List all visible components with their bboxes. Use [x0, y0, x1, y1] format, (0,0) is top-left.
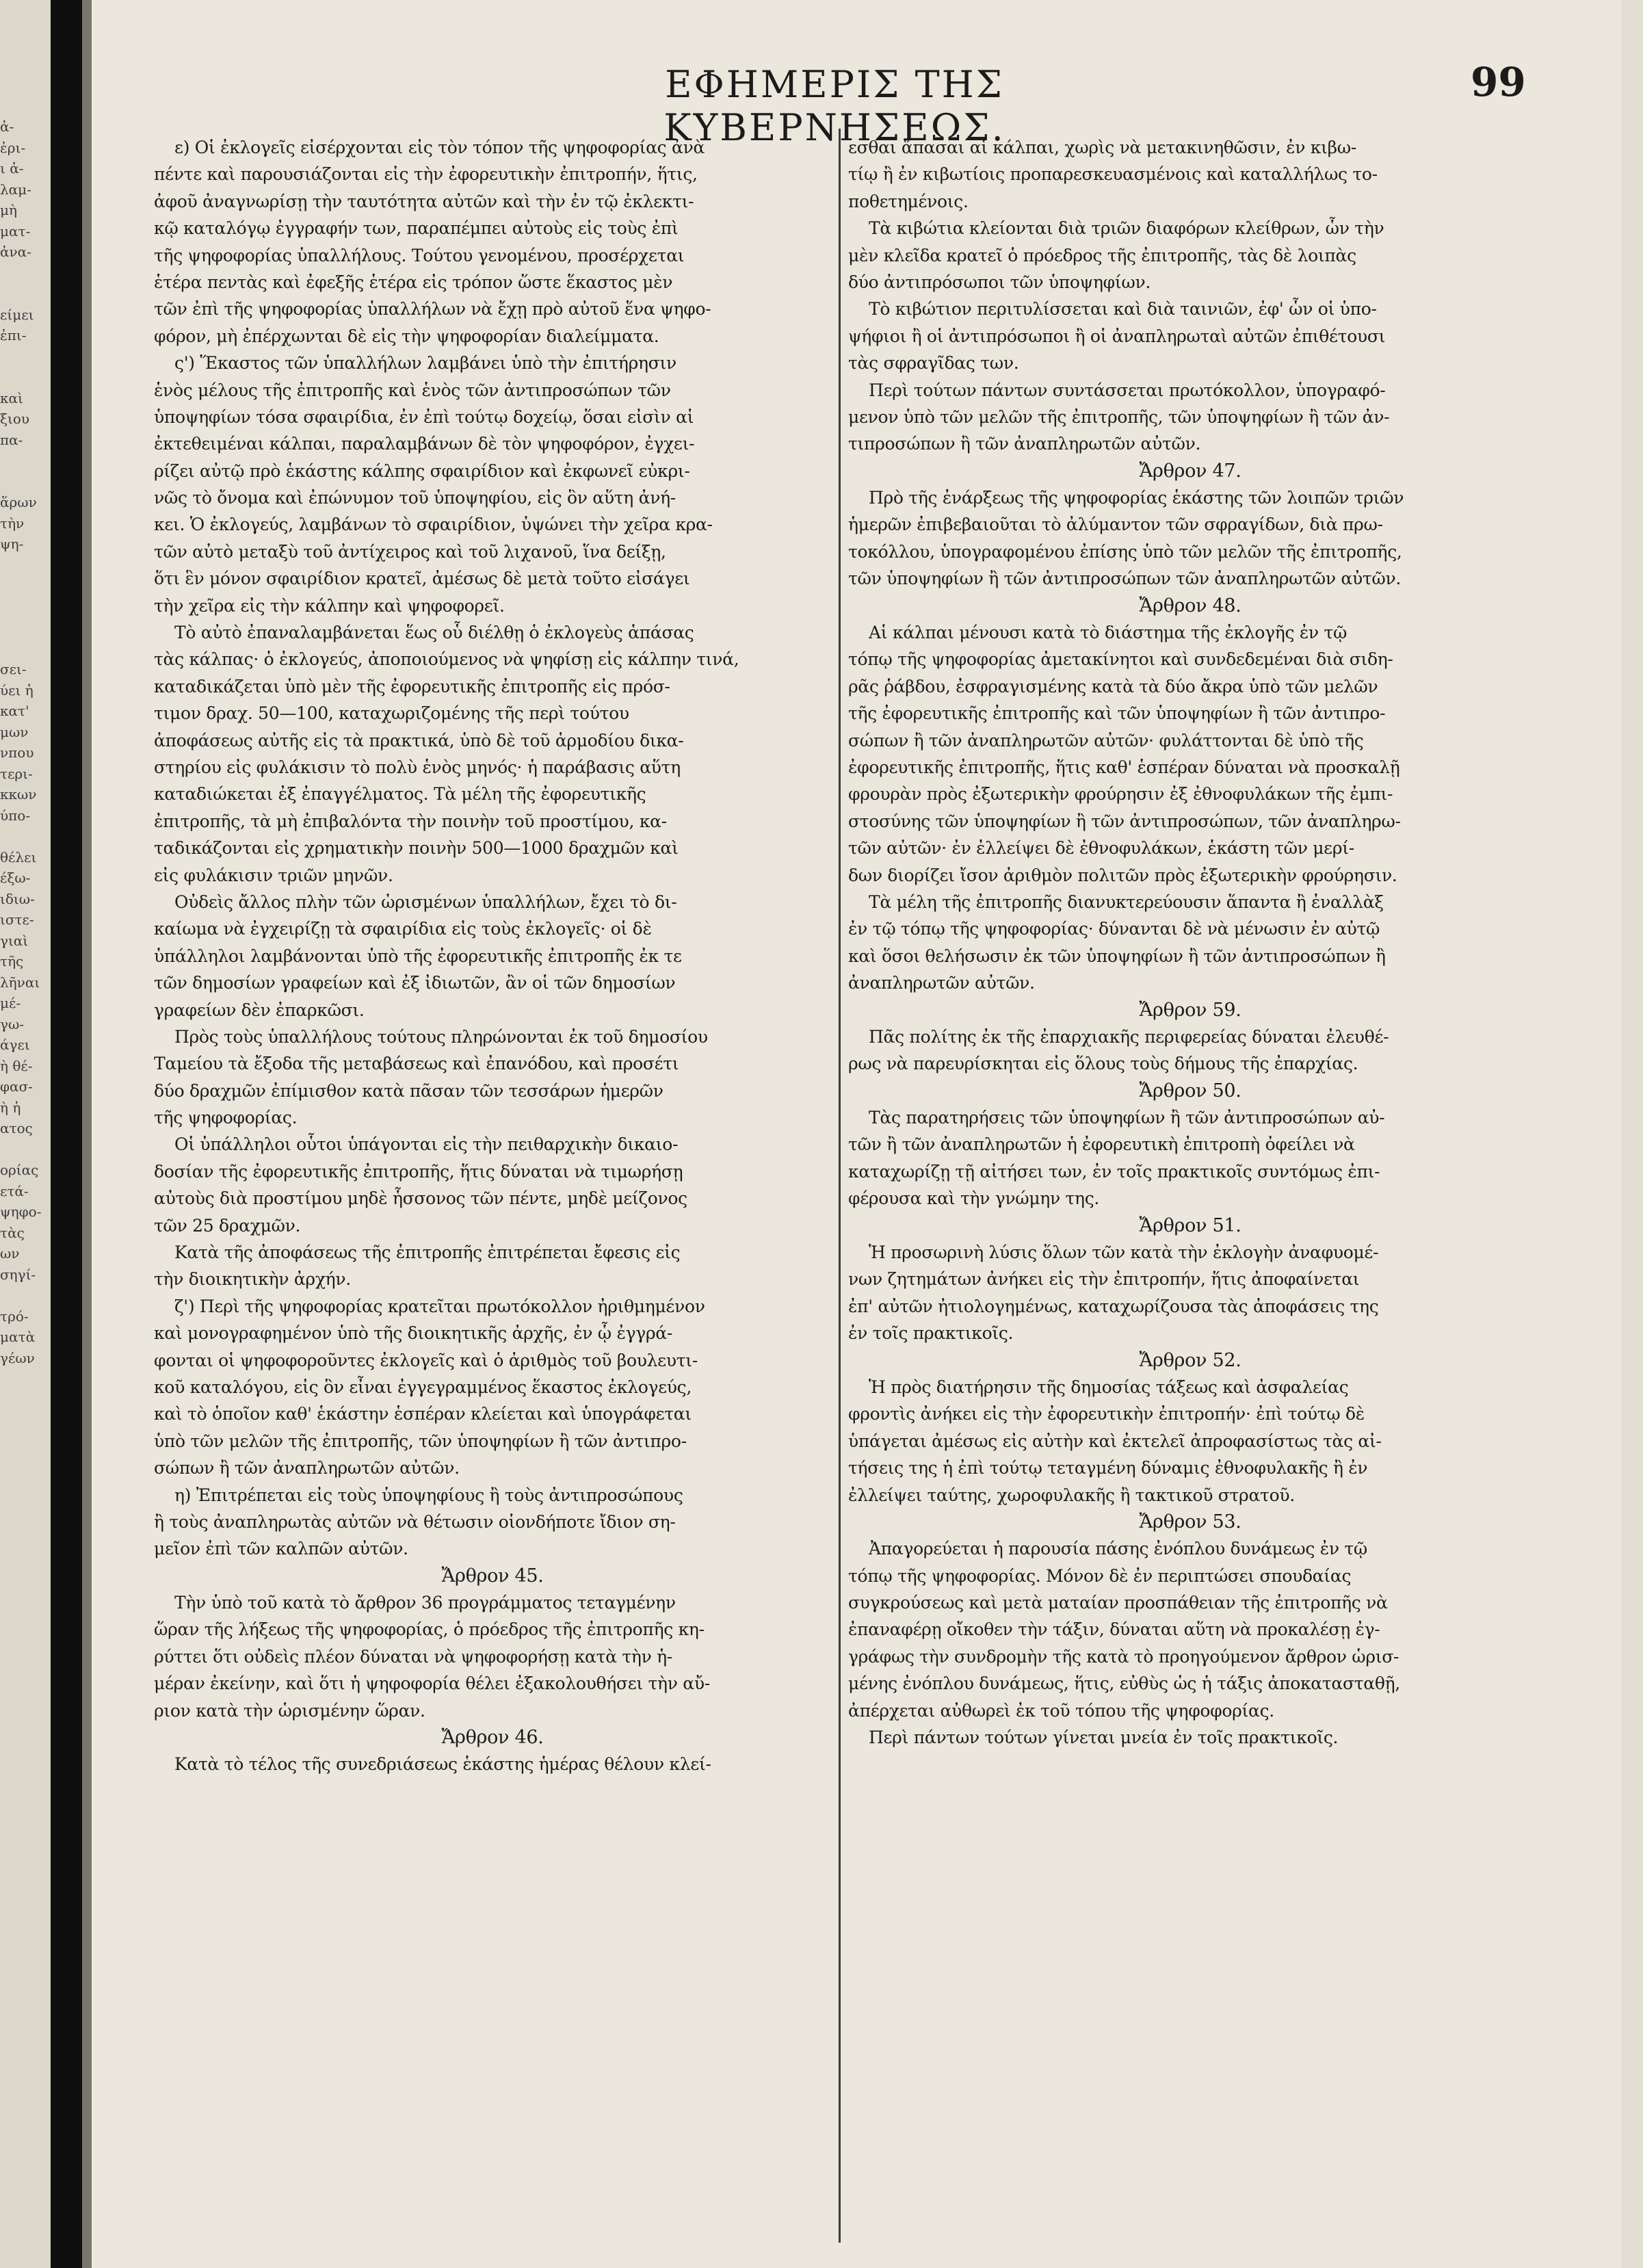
article-heading: Ἄρθρον 52. — [1139, 1349, 1241, 1371]
text-line: μέραν ἐκείνην, καὶ ὅτι ἡ ψηφοφορία θέλει ἐξακολουθήσει τὴν αὔ- — [154, 1673, 710, 1694]
gutter-fragment — [0, 450, 47, 471]
text-line: κῷ καταλόγῳ ἐγγραφήν των, παραπέμπει αὐτοὺς εἰς τοὺς ἐπὶ — [154, 218, 679, 239]
text-line: τῆς ψηφοφορίας. — [154, 1108, 298, 1128]
text-line: καὶ μονογραφημένον ὑπὸ τῆς διοικητικῆς ἀρχῆς, ἐν ᾧ ἐγγρά- — [154, 1323, 672, 1344]
text-line: νων ζητημάτων ἀνήκει εἰς τὴν ἐπιτροπήν, ἥτις ἀποφαίνεται — [848, 1269, 1360, 1290]
gutter-fragment: ι ἀ- — [0, 160, 24, 177]
text-line: ρίζει αὐτῷ πρὸ ἑκάστης κάλπης σφαιρίδιον καὶ ἐκφωνεῖ εὐκρι- — [154, 460, 690, 481]
text-line: Αἱ κάλπαι μένουσι κατὰ τὸ διάστημα τῆς ἐκλογῆς ἐν τῷ — [869, 623, 1348, 643]
gutter-fragment: γέων — [0, 1349, 35, 1366]
text-line: Περὶ πάντων τούτων γίνεται μνεία ἐν τοῖς πρακτικοῖς. — [869, 1728, 1339, 1748]
text-line: καὶ τὸ ὁποῖον καθ' ἑκάστην ἑσπέραν κλείεται καὶ ὑπογράφεται — [154, 1404, 692, 1424]
gutter-fragment: ατος — [0, 1120, 33, 1136]
text-line: τῶν αὐτῶν· ἐν ἐλλείψει δὲ ἐθνοφυλάκων, ἑκάστη τῶν μερί- — [848, 838, 1354, 859]
article-heading: Ἄρθρον 50. — [1139, 1080, 1241, 1102]
text-line: ὑπάγεται ἀμέσως εἰς αὐτὴν καὶ ἐκτελεῖ ἀπροφασίστως τὰς αἰ- — [848, 1431, 1382, 1451]
text-line: ἀποφάσεως αὐτῆς εἰς τὰ πρακτικά, ὑπὸ δὲ τοῦ ἁρμοδίου δικα- — [154, 730, 684, 751]
gutter-fragment: κατ' — [0, 703, 29, 719]
gutter-fragment: ἅρων — [0, 494, 37, 510]
article-heading: Ἄρθρον 46. — [441, 1727, 544, 1749]
text-line: νῶς τὸ ὄνομα καὶ ἐπώνυμον τοῦ ὑποψηφίου, εἰς ὃν αὕτη ἀνή- — [154, 488, 676, 508]
text-line: γράφως τὴν συνδρομὴν τῆς κατὰ τὸ προηγούμενον ἄρθρον ὡρισ- — [848, 1646, 1399, 1667]
text-line: Πρὸ τῆς ἐνάρξεως τῆς ψηφοφορίας ἑκάστης τῶν λοιπῶν τριῶν — [869, 488, 1404, 508]
gutter-fragment: κκων — [0, 786, 37, 803]
text-line: τῶν ὑποψηφίων ἢ τῶν ἀντιπροσώπων τῶν ἀναπληρωτῶν αὐτῶν. — [848, 569, 1402, 589]
text-line: τῶν ἐπὶ τῆς ψηφοφορίας ὑπαλλήλων νὰ ἔχῃ πρὸ αὐτοῦ ἕνα ψηφο- — [154, 299, 711, 320]
text-line: μενον ὑπὸ τῶν μελῶν τῆς ἐπιτροπῆς, τῶν ὑποψηφίων ἢ τῶν ἀν- — [848, 406, 1390, 427]
gutter-fragment — [0, 283, 47, 304]
text-column-right — [848, 134, 1532, 1751]
text-line: μεῖον ἐπὶ τῶν καλπῶν αὐτῶν. — [154, 1539, 408, 1559]
text-line: ε) Οἱ ἐκλογεῖς εἰσέρχονται εἰς τὸν τόπον τῆς ψηφοφορίας ἀνὰ — [174, 138, 705, 157]
text-line: ἐφορευτικῆς ἐπιτροπῆς, ἥτις καθ' ἑσπέραν δύναται νὰ προσκαλῇ — [848, 757, 1400, 777]
text-line: τὴν χεῖρα εἰς τὴν κάλπην καὶ ψηφοφορεῖ. — [154, 595, 505, 616]
article-heading: Ἄρθρον 45. — [441, 1565, 544, 1587]
text-line: τῆς ἐφορευτικῆς ἐπιτροπῆς καὶ τῶν ὑποψηφίων ἢ τῶν ἀντιπρο- — [848, 703, 1386, 724]
gutter-fragment — [0, 471, 47, 493]
gutter-fragment: μων — [0, 723, 29, 740]
text-line: ἀναπληρωτῶν αὐτῶν. — [848, 973, 1035, 993]
text-line: ἐλλείψει ταύτης, χωροφυλακῆς ἢ τακτικοῦ στρατοῦ. — [848, 1485, 1295, 1505]
gutter-fragment: άγει — [0, 1037, 30, 1053]
text-line: τὰς κάλπας· ὁ ἐκλογεύς, ἀποποιούμενος νὰ ψηφίσῃ εἰς κάλπην τινά, — [154, 649, 739, 670]
text-line: ρᾶς ῥάβδου, ἐσφραγισμένης κατὰ τὰ δύο ἄκρα ὑπὸ τῶν μελῶν — [848, 676, 1378, 696]
text-line: τῶν δημοσίων γραφείων καὶ ἐξ ἰδιωτῶν, ἂν οἱ τῶν δημοσίων — [154, 973, 676, 993]
text-line: φόρον, μὴ ἐπέρχωνται δὲ εἰς τὴν ψηφοφορίαν διαλείμματα. — [154, 326, 659, 346]
previous-page-gutter-text — [0, 116, 47, 1368]
text-line: τῶν αὐτὸ μεταξὺ τοῦ ἀντίχειρος καὶ τοῦ λιχανοῦ, ἵνα δείξῃ, — [154, 541, 666, 562]
text-line: Κατὰ τῆς ἀποφάσεως τῆς ἐπιτροπῆς ἐπιτρέπεται ἔφεσις εἰς — [174, 1242, 681, 1263]
text-line: κει. Ὁ ἐκλογεύς, λαμβάνων τὸ σφαιρίδιον, ὑψώνει τὴν χεῖρα κρα- — [154, 514, 713, 535]
text-line: φροντὶς ἀνήκει εἰς τὴν ἐφορευτικὴν ἐπιτροπήν· ἐπὶ τούτῳ δὲ — [848, 1404, 1365, 1424]
page-title: ΕΦΗΜΕΡΙΣ ΤΗΣ ΚΥΒΕΡΝΗΣΕΩΣ. — [663, 63, 1005, 149]
text-line: ἐπιτροπῆς, τὰ μὴ ἐπιβαλόντα τὴν ποινὴν τοῦ προστίμου, κα- — [154, 811, 667, 831]
text-line: Οἱ ὑπάλληλοι οὗτοι ὑπάγονται εἰς τὴν πειθαρχικὴν δικαιο- — [174, 1134, 679, 1155]
gutter-fragment: ψηφο- — [0, 1203, 42, 1220]
text-line: η) Ἐπιτρέπεται εἰς τοὺς ὑποψηφίους ἢ τοὺς ἀντιπροσώπους — [174, 1485, 683, 1505]
gutter-fragment: ιστε- — [0, 911, 34, 928]
text-line: συγκρούσεως καὶ μετὰ ματαίαν προσπάθειαν τῆς ἐπιτροπῆς νὰ — [848, 1593, 1388, 1613]
text-line: φέρουσα καὶ τὴν γνώμην της. — [848, 1188, 1100, 1209]
gutter-fragment: ἀνα- — [0, 244, 31, 260]
text-line: καίωμα νὰ ἐγχειρίζῃ τὰ σφαιρίδια εἰς τοὺς ἐκλογεῖς· οἱ δὲ — [154, 919, 652, 939]
text-line: τῶν 25 δραχμῶν. — [154, 1215, 301, 1236]
text-line: ἑτέρα πεντὰς καὶ ἐφεξῆς ἑτέρα εἰς τρόπον ὥστε ἕκαστος μὲν — [154, 272, 673, 292]
text-line: Πρὸς τοὺς ὑπαλλήλους τούτους πληρώνονται ἐκ τοῦ δημοσίου — [174, 1026, 708, 1047]
gutter-fragment: γω- — [0, 1015, 25, 1032]
gutter-fragment: γιαὶ — [0, 932, 29, 949]
text-line: Τὸ αὐτὸ ἐπαναλαμβάνεται ἕως οὗ διέλθῃ ὁ ἐκλογεὺς ἁπάσας — [174, 623, 694, 643]
gutter-fragment: τῆς — [0, 953, 24, 969]
gutter-fragment: λῆναι — [0, 974, 40, 991]
text-line: εσθαι ἅπασαι αἱ κάλπαι, χωρὶς νὰ μετακινηθῶσιν, ἐν κιβω- — [848, 138, 1356, 157]
text-line: Τὰ μέλη τῆς ἐπιτροπῆς διανυκτερεύουσιν ἅπαντα ἢ ἐναλλὰξ — [869, 891, 1384, 912]
gutter-fragment — [0, 597, 47, 618]
gutter-fragment: ετά- — [0, 1182, 29, 1199]
text-line: ἑνὸς μέλους τῆς ἐπιτροπῆς καὶ ἑνὸς τῶν ἀντιπροσώπων τῶν — [154, 380, 671, 400]
text-line: Οὐδεὶς ἄλλος πλὴν τῶν ὡρισμένων ὑπαλλήλων, ἔχει τὸ δι- — [174, 891, 677, 912]
gutter-fragment: έξω- — [0, 870, 31, 886]
text-line: δοσίαν τῆς ἐφορευτικῆς ἐπιτροπῆς, ἥτις δύναται νὰ τιμωρήσῃ — [154, 1161, 683, 1182]
text-line: στοσύνης τῶν ὑποψηφίων ἢ τῶν ἀντιπροσώπων, τῶν ἀναπληρω- — [848, 811, 1401, 831]
text-line: μένης ἐνόπλου δυνάμεως, ἥτις, εὐθὺς ὡς ἡ τάξις ἀποκατασταθῇ, — [848, 1673, 1400, 1694]
text-line: γραφείων δὲν ἐπαρκῶσι. — [154, 1000, 365, 1020]
text-line: ἡμερῶν ἐπιβεβαιοῦται τὸ ἀλύμαντον τῶν σφραγίδων, διὰ πρω- — [848, 514, 1383, 535]
text-line: Ταμείου τὰ ἔξοδα τῆς μεταβάσεως καὶ ἐπανόδου, καὶ προσέτι — [154, 1054, 679, 1074]
gutter-fragment: τρό- — [0, 1307, 29, 1325]
text-line: Τὰς παρατηρήσεις τῶν ὑποψηφίων ἢ τῶν ἀντιπροσώπων αὐ- — [869, 1108, 1385, 1128]
text-line: τὰς σφραγῖδας των. — [848, 353, 1019, 374]
text-line: τοκόλλου, ὑπογραφομένου ἐπίσης ὑπὸ τῶν μελῶν τῆς ἐπιτροπῆς, — [848, 541, 1402, 562]
text-line: ὑπὸ τῶν μελῶν τῆς ἐπιτροπῆς, τῶν ὑποψηφίων ἢ τῶν ἀντιπρο- — [154, 1431, 687, 1451]
text-line: ἀφοῦ ἀναγνωρίσῃ τὴν ταυτότητα αὐτῶν καὶ τὴν ἐν τῷ ἐκλεκτι- — [154, 191, 694, 211]
gutter-fragment — [0, 263, 47, 284]
text-line: ἐκτεθειμέναι κάλπαι, παραλαμβάνων δὲ τὸν ψηφοφόρον, ἐγχει- — [154, 434, 695, 454]
gutter-fragment: ματ- — [0, 222, 31, 239]
gutter-fragment: είμει — [0, 306, 34, 323]
text-line: τήσεις της ἡ ἐπὶ τούτῳ τεταγμένη δύναμις ἐθνοφυλακῆς ἢ ἐν — [848, 1458, 1368, 1478]
text-line: τῆς ψηφοφορίας ὑπαλλήλους. Τούτου γενομένου, προσέρχεται — [154, 245, 685, 265]
text-line: ρως νὰ παρευρίσκηται εἰς ὅλους τοὺς δήμους τῆς ἐπαρχίας. — [848, 1054, 1358, 1074]
text-line: ὅτι ἓν μόνον σφαιρίδιον κρατεῖ, ἀμέσως δὲ μετὰ τοῦτο εἰσάγει — [154, 569, 690, 589]
text-line: ἐν τοῖς πρακτικοῖς. — [848, 1323, 1014, 1344]
gutter-fragment: ἐρι- — [0, 139, 26, 156]
text-line: πέντε καὶ παρουσιάζονται εἰς τὴν ἐφορευτικὴν ἐπιτροπήν, ἥτις, — [154, 164, 698, 185]
text-line: Περὶ τούτων πάντων συντάσσεται πρωτόκολλον, ὑπογραφό- — [869, 380, 1386, 400]
text-line: τόπῳ τῆς ψηφοφορίας ἀμετακίνητοι καὶ συνδεδεμέναι διὰ σιδη- — [848, 649, 1393, 670]
text-line: ὑποψηφίων τόσα σφαιρίδια, ἐν ἐπὶ τούτῳ δοχείῳ, ὅσαι εἰσὶν αἱ — [154, 406, 694, 427]
text-line: τὴν διοικητικὴν ἀρχήν. — [154, 1269, 351, 1290]
gutter-fragment: φασ- — [0, 1078, 33, 1095]
gutter-fragment: ἀ- — [0, 118, 14, 135]
text-line: ὥραν τῆς λήξεως τῆς ψηφοφορίας, ὁ πρόεδρος τῆς ἐπιτροπῆς κη- — [154, 1619, 705, 1640]
gutter-fragment: νπου — [0, 744, 34, 761]
text-line: καὶ ὅσοι θελήσωσιν ἐκ τῶν ὑποψηφίων ἢ τῶν ἀντιπροσώπων ἢ — [848, 946, 1386, 966]
text-line: ἢ τοὺς ἀναπληρωτὰς αὐτῶν νὰ θέτωσιν οἱονδήποτε ἴδιον ση- — [154, 1511, 676, 1532]
gutter-fragment: ψη- — [0, 536, 24, 552]
text-line: καταδικάζεται ὑπὸ μὲν τῆς ἐφορευτικῆς ἐπιτροπῆς εἰς πρόσ- — [154, 676, 670, 696]
text-line: φονται οἱ ψηφοφοροῦντες ἐκλογεῖς καὶ ὁ ἀριθμὸς τοῦ βουλευτι- — [154, 1350, 698, 1370]
text-line: ριον κατὰ τὴν ὡρισμένην ὥραν. — [154, 1700, 425, 1721]
gutter-fragment: ματὰ — [0, 1329, 36, 1345]
text-line: ὑπάλληλοι λαμβάνονται ὑπὸ τῆς ἐφορευτικῆς ἐπιτροπῆς ἐκ τε — [154, 946, 682, 966]
gutter-fragment — [0, 1139, 47, 1160]
gutter-fragment: ύει ἡ — [0, 681, 34, 699]
text-line: δων διορίζει ἴσον ἀριθμὸν πολιτῶν πρὸς ἐξωτερικὴν φρούρησιν. — [848, 865, 1397, 885]
text-line: ἀπέρχεται αὐθωρεὶ ἐκ τοῦ τόπου τῆς ψηφοφορίας. — [848, 1700, 1274, 1721]
text-column-left — [154, 134, 831, 1778]
text-line: Κατὰ τὸ τέλος τῆς συνεδριάσεως ἑκάστης ἡμέρας θέλουν κλεί- — [174, 1754, 711, 1775]
gutter-fragment: μέ- — [0, 995, 21, 1011]
text-line: Πᾶς πολίτης ἐκ τῆς ἐπαρχιακῆς περιφερείας δύναται ἐλευθέ- — [869, 1026, 1389, 1047]
text-line: εἰς φυλάκισιν τριῶν μηνῶν. — [154, 865, 393, 885]
gutter-fragment: ὴ ἡ — [0, 1099, 21, 1116]
text-line: ἐπ' αὐτῶν ἠτιολογημένως, καταχωρίζουσα τὰς ἀποφάσεις της — [848, 1296, 1379, 1316]
text-line: φρουρὰν πρὸς ἐξωτερικὴν φρούρησιν ἐξ ἐθνοφυλάκων τῆς ἐμπι- — [848, 784, 1393, 805]
text-line: τίῳ ἢ ἐν κιβωτίοις προπαρεσκευασμένοις καὶ καταλλήλως το- — [848, 164, 1378, 185]
page-number: 99 — [1471, 59, 1526, 105]
gutter-fragment: ιδιω- — [0, 890, 35, 907]
text-line: δύο ἀντιπρόσωποι τῶν ὑποψηφίων. — [848, 272, 1151, 292]
text-line: ἐπαναφέρῃ οἴκοθεν τὴν τάξιν, δύναται αὕτη νὰ προκαλέσῃ ἐγ- — [848, 1619, 1380, 1640]
gutter-fragment — [0, 1285, 47, 1306]
text-line: Τὴν ὑπὸ τοῦ κατὰ τὸ ἄρθρον 36 προγράμματος τεταγμένην — [174, 1593, 676, 1613]
gutter-fragment: σηγί- — [0, 1266, 36, 1283]
article-heading: Ἄρθρον 48. — [1139, 595, 1241, 616]
gutter-fragment: ὴ θέ- — [0, 1057, 33, 1074]
gutter-fragment: σει- — [0, 661, 27, 677]
text-line: ταδικάζονται εἰς χρηματικὴν ποινὴν 500—1000 δραχμῶν καὶ — [154, 838, 679, 859]
article-heading: Ἄρθρον 59. — [1139, 999, 1241, 1021]
gutter-fragment — [0, 617, 47, 638]
gutter-fragment: ύπο- — [0, 807, 31, 824]
gutter-fragment: ἐπι- — [0, 327, 27, 343]
text-line: αὐτοὺς διὰ προστίμου μηδὲ ἧσσονος τῶν πέντε, μηδὲ μείζονος — [154, 1188, 687, 1209]
text-line: ποθετημένοις. — [848, 191, 969, 211]
gutter-fragment: λαμ- — [0, 181, 31, 198]
text-line: τόπῳ τῆς ψηφοφορίας. Μόνον δὲ ἐν περιπτώσει σπουδαίας — [848, 1565, 1352, 1586]
gutter-fragment: τὰς — [0, 1224, 25, 1241]
text-line: καταχωρίζῃ τῇ αἰτήσει των, ἐν τοῖς πρακτικοῖς συντόμως ἐπι- — [848, 1161, 1380, 1182]
gutter-fragment — [0, 638, 47, 660]
text-line: κοῦ καταλόγου, εἰς ὃν εἶναι ἐγγεγραμμένος ἕκαστος ἐκλογεύς, — [154, 1377, 692, 1397]
text-line: Ἡ πρὸς διατήρησιν τῆς δημοσίας τάξεως καὶ ἀσφαλείας — [869, 1377, 1349, 1397]
text-line: ζ') Περὶ τῆς ψηφοφορίας κρατεῖται πρωτόκολλον ἠριθμημένον — [174, 1296, 705, 1316]
text-line: ς') Ἕκαστος τῶν ὑπαλλήλων λαμβάνει ὑπὸ τὴν ἐπιτήρησιν — [174, 353, 676, 374]
text-line: τιμον δραχ. 50—100, καταχωριζομένης τῆς περὶ τούτου — [154, 703, 629, 724]
article-heading: Ἄρθρον 51. — [1139, 1214, 1241, 1236]
text-line: τῶν ἢ τῶν ἀναπληρωτῶν ἡ ἐφορευτικὴ ἐπιτροπὴ ὀφείλει νὰ — [848, 1134, 1355, 1155]
gutter-fragment: καὶ — [0, 389, 23, 406]
gutter-fragment: τερι- — [0, 765, 33, 782]
article-heading: Ἄρθρον 53. — [1139, 1511, 1241, 1533]
text-line: σώπων ἢ τῶν ἀναπληρωτῶν αὐτῶν· φυλάττονται δὲ ὑπὸ τῆς — [848, 730, 1364, 751]
text-line: ἐν τῷ τόπῳ τῆς ψηφοφορίας· δύνανται δὲ νὰ μένωσιν ἐν αὐτῷ — [848, 919, 1380, 939]
gutter-fragment: τὴν — [0, 514, 25, 532]
gutter-fragment — [0, 367, 47, 388]
gutter-fragment: πα- — [0, 431, 23, 448]
gutter-fragment: ων — [0, 1245, 20, 1262]
gutter-fragment — [0, 826, 47, 847]
gutter-fragment: μὴ — [0, 202, 17, 218]
text-line: Ἀπαγορεύεται ἡ παρουσία πάσης ἐνόπλου δυνάμεως ἐν τῷ — [869, 1539, 1367, 1559]
text-line: Τὸ κιβώτιον περιτυλίσσεται καὶ διὰ ταινιῶν, ἐφ' ὧν οἱ ὑπο- — [869, 299, 1377, 320]
text-line: Ἡ προσωρινὴ λύσις ὅλων τῶν κατὰ τὴν ἐκλογὴν ἀναφυομέ- — [869, 1242, 1379, 1263]
text-line: καταδιώκεται ἐξ ἐπαγγέλματος. Τὰ μέλη τῆς ἐφορευτικῆς — [154, 784, 646, 805]
gutter-fragment: ξιου — [0, 410, 30, 427]
gutter-fragment: θέλει — [0, 848, 37, 865]
text-line: στηρίου εἰς φυλάκισιν τὸ πολὺ ἑνὸς μηνός· ἡ παράβασις αὕτη — [154, 757, 681, 777]
article-heading: Ἄρθρον 47. — [1139, 460, 1241, 482]
text-line: μὲν κλεῖδα κρατεῖ ὁ πρόεδρος τῆς ἐπιτροπῆς, τὰς δὲ λοιπὰς — [848, 245, 1356, 265]
gutter-fragment — [0, 346, 47, 367]
text-line: ρύττει ὅτι οὐδεὶς πλέον δύναται νὰ ψηφοφορήσῃ κατὰ τὴν ἡ- — [154, 1646, 672, 1667]
gutter-fragment — [0, 555, 47, 576]
text-line: ψήφιοι ἢ οἱ ἀντιπρόσωποι ἢ οἱ ἀναπληρωταὶ αὐτῶν ἐπιθέτουσι — [848, 326, 1386, 346]
text-line: σώπων ἢ τῶν ἀναπληρωτῶν αὐτῶν. — [154, 1458, 460, 1478]
gutter-fragment: ορίας — [0, 1162, 39, 1178]
gutter-fragment — [0, 575, 47, 597]
text-line: δύο δραχμῶν ἐπίμισθον κατὰ πᾶσαν τῶν τεσσάρων ἡμερῶν — [154, 1080, 663, 1101]
text-line: Τὰ κιβώτια κλείονται διὰ τριῶν διαφόρων κλείθρων, ὧν τὴν — [869, 218, 1384, 239]
text-line: τιπροσώπων ἢ τῶν ἀναπληρωτῶν αὐτῶν. — [848, 434, 1201, 454]
